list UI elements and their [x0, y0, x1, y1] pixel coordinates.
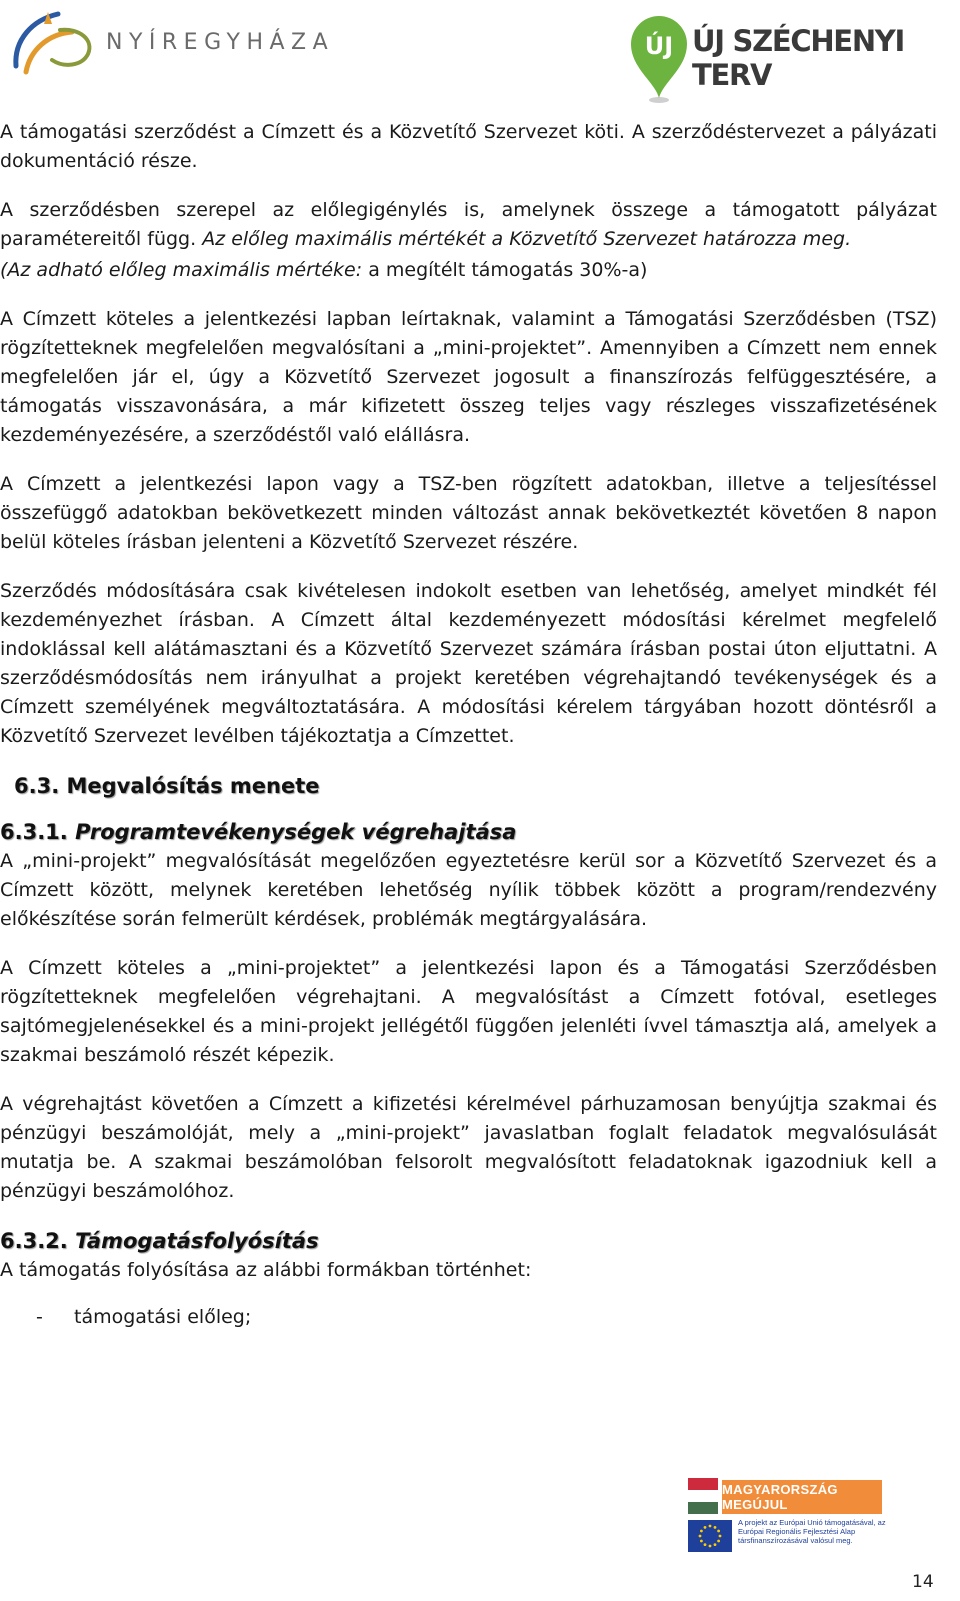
paragraph: A támogatási szerződést a Címzett és a Közvetítő Szervezet köti. A szerződéstervezet a pályázati dokumentáció része.: [0, 121, 937, 172]
paragraph-advance-max: [0, 256, 937, 285]
page-header: [0, 0, 960, 105]
city-logo-text: NYÍREGYHÁZA: [106, 30, 335, 55]
section-heading: 6.3. Megvalósítás menete: [14, 774, 320, 798]
paragraph-text: A szerződésben szerepel az előlegigénylés is, amelynek összege a támogatott pályázat paramétereitől függ.: [0, 199, 937, 250]
paragraph: A végrehajtást követően a Címzett a kifizetési kérelmével párhuzamosan benyújtja szakmai és pénzügyi beszámolóját, mely a „mini-projekt” javaslatban foglalt feladatok megvalósulását mutatja be. A szakmai beszámolóban felsorolt megvalósított feladatoknak igazodniuk kell a pénzügyi beszámolóhoz.: [0, 1093, 937, 1202]
paragraph: A Címzett köteles a „mini-projektet” a jelentkezési lapon és a Támogatási Szerződésben rögzítetteknek megfelelően végrehajtani. A megvalósítást a Címzett fotóval, esetleges sajtómegjelenésekkel és a mini-projekt jellégétől függően jelenléti ívvel támasztja alá, amelyek a szakmai beszámoló részét képezik.: [0, 957, 937, 1066]
document-body: [0, 118, 937, 1332]
eu-funding-text: A projekt az Európai Unió támogatásával, az Európai Regionális Fejlesztési Alap társfinanszírozásával valósul meg.: [738, 1518, 886, 1545]
italic-text: (Az adható előleg maximális mértéke:: [0, 259, 363, 281]
magyarorszag-megujul-banner: MAGYARORSZÁG MEGÚJUL: [722, 1480, 882, 1514]
paragraph-text: a megítélt támogatás 30%-a): [362, 259, 648, 281]
page-number: 14: [912, 1572, 934, 1592]
paragraph-advance: [0, 196, 937, 254]
footer-logo: [688, 1478, 886, 1554]
subsection-heading: 6.3.1. Programtevékenységek végrehajtása: [0, 820, 517, 844]
paragraph: A Címzett köteles a jelentkezési lapban leírtaknak, valamint a Támogatási Szerződésben (TSZ) rögzítetteknek megfelelően megvalósítani a „mini-projektet”. Amennyiben a Címzett nem ennek megfelelően jár el, úgy a Közvetítő Szervezet jogosult a finanszírozás felfüggesztésére, a támogatás visszavonására, a már kifizetett összeg teljes vagy részleges visszafizetésének kezdeményezésére, a szerződéstől való elállásra.: [0, 308, 937, 446]
list-dash: -: [36, 1306, 43, 1328]
map-pin-icon: [627, 12, 691, 104]
subsection-heading: 6.3.2. Támogatásfolyósítás: [0, 1229, 319, 1253]
list-item-text: támogatási előleg;: [74, 1306, 252, 1328]
pin-label: ÚJ: [644, 32, 674, 60]
eu-flag-icon: [688, 1520, 732, 1552]
program-logo-text: ÚJ SZÉCHENYI TERV: [692, 24, 904, 92]
paragraph: Szerződés módosítására csak kivételesen indokolt esetben van lehetőség, amelyet mindkét fél kezdeményezhet írásban. A Címzett által kezdeményezett módosítási kérelmet megfelelő indoklással kell alátámasztani és a Közvetítő Szervezet számára írásban postai úton eljuttatni. A szerződésmódosítás nem irányulhat a projekt keretében végrehajtandó tevékenységek és a Címzett személyének megváltoztatására. A módosítási kérelem tárgyában hozott döntésről a Közvetítő Szervezet levélben tájékoztatja a Címzettet.: [0, 580, 937, 747]
list-item: [0, 1303, 937, 1332]
paragraph: A Címzett a jelentkezési lapon vagy a TSZ-ben rögzített adatokban, illetve a teljesítéssel összefüggő adatokban bekövetkezett minden változást annak bekövetkeztét követően 8 napon belül köteles írásban jelenteni a Közvetítő Szervezet részére.: [0, 473, 937, 553]
italic-text: Az előleg maximális mértékét a Közvetítő Szervezet határozza meg.: [202, 228, 852, 250]
nyiregyhaza-logo-icon: [8, 4, 98, 84]
hungarian-flag-icon: [688, 1478, 718, 1514]
paragraph: A támogatás folyósítása az alábbi formákban történhet:: [0, 1259, 532, 1281]
paragraph: A „mini-projekt” megvalósítását megelőzően egyeztetésre kerül sor a Közvetítő Szervezet és a Címzett között, melynek keretében lehetőség nyílik többek között a program/rendezvény előkészítése során felmerült kérdések, problémák megtárgyalására.: [0, 850, 937, 930]
